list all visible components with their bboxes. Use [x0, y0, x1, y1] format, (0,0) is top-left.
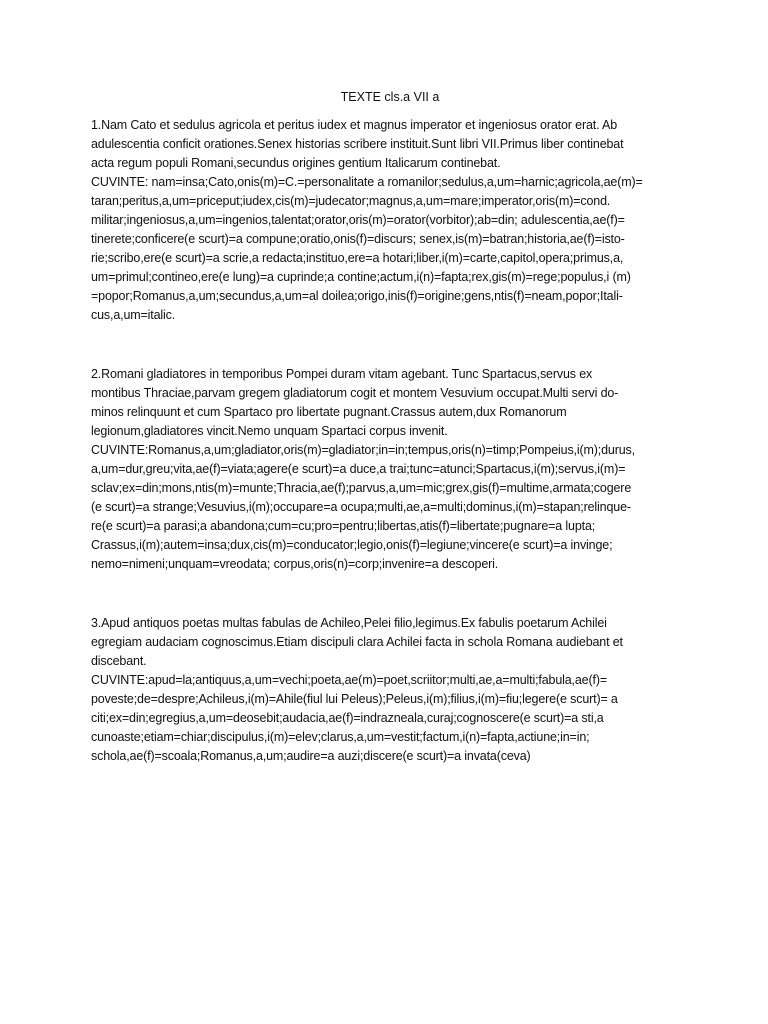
- section-1: [91, 116, 683, 325]
- text-line: montibus Thraciae,parvam gregem gladiatorum cogit et montem Vesuvium occupat.Multi servi do-: [91, 386, 619, 400]
- text-line: 1.Nam Cato et sedulus agricola et peritus iudex et magnus imperator et ingeniosus orator erat. Ab: [91, 118, 618, 132]
- text-line: 2.Romani gladiatores in temporibus Pompei duram vitam agebant. Tunc Spartacus,servus ex: [91, 367, 593, 381]
- text-line: acta regum populi Romani,secundus origines gentium Italicarum continebat.: [91, 156, 501, 170]
- vocab-line: cus,a,um=italic.: [91, 308, 176, 322]
- vocab-line: CUVINTE: nam=insa;Cato,onis(m)=C.=personalitate a romanilor;sedulus,a,um=harnic;agricola,ae(m)=: [91, 175, 643, 189]
- vocab-line: re(e scurt)=a parasi;a abandona;cum=cu;pro=pentru;libertas,atis(f)=libertate;pugnare=a lupta;: [91, 519, 596, 533]
- text-line: 3.Apud antiquos poetas multas fabulas de Achileo,Pelei filio,legimus.Ex fabulis poetarum Achilei: [91, 616, 607, 630]
- vocab-line: a,um=dur,greu;vita,ae(f)=viata;agere(e scurt)=a duce,a trai;tunc=atunci;Spartacus,i(m);servus,i(m)=: [91, 462, 626, 476]
- text-line: minos relinquunt et cum Spartaco pro libertate pugnant.Crassus autem,dux Romanorum: [91, 405, 567, 419]
- text-line: discebant.: [91, 654, 147, 668]
- document-title: TEXTE cls.a VII a: [340, 90, 440, 104]
- text-line: adulescentia conficit orationes.Senex historias scribere instituit.Sunt libri VII.Primus liber continebat: [91, 137, 624, 151]
- section-2: [91, 365, 683, 574]
- vocab-line: cunoaste;etiam=chiar;discipulus,i(m)=elev;clarus,a,um=vestit;factum,i(n)=fapta,actiune;in=in;: [91, 730, 590, 744]
- vocab-line: CUVINTE:apud=la;antiquus,a,um=vechi;poeta,ae(m)=poet,scriitor;multi,ae,a=multi;fabula,ae(f)=: [91, 673, 607, 687]
- vocab-line: rie;scribo,ere(e scurt)=a scrie,a redacta;instituo,ere=a hotari;liber,i(m)=carte,capitol,opera;primus,a,: [91, 251, 624, 265]
- vocab-line: (e scurt)=a strange;Vesuvius,i(m);occupare=a ocupa;multi,ae,a=multi;dominus,i(m)=stapan;relinque-: [91, 500, 631, 514]
- vocab-line: schola,ae(f)=scoala;Romanus,a,um;audire=a auzi;discere(e scurt)=a invata(ceva): [91, 749, 531, 763]
- vocab-line: poveste;de=despre;Achileus,i(m)=Ahile(fiul lui Peleus);Peleus,i(m);filius,i(m)=fiu;legere(e scurt)= a: [91, 692, 618, 706]
- vocab-line: militar;ingeniosus,a,um=ingenios,talentat;orator,oris(m)=orator(vorbitor);ab=din; adulescentia,ae(f)=: [91, 213, 625, 227]
- vocab-line: tinerete;conficere(e scurt)=a compune;oratio,onis(f)=discurs; senex,is(m)=batran;historia,ae(f)=isto-: [91, 232, 625, 246]
- vocab-line: sclav;ex=din;mons,ntis(m)=munte;Thracia,ae(f);parvus,a,um=mic;grex,gis(f)=multime,armata;cogere: [91, 481, 632, 495]
- section-3: [91, 614, 683, 766]
- vocab-line: taran;peritus,a,um=priceput;iudex,cis(m)=judecator;magnus,a,um=mare;imperator,oris(m)=cond.: [91, 194, 611, 208]
- text-line: egregiam audaciam cognoscimus.Etiam discipuli clara Achilei facta in schola Romana audiebant et: [91, 635, 623, 649]
- text-line: legionum,gladiatores vincit.Nemo unquam Spartaci corpus invenit.: [91, 424, 448, 438]
- vocab-line: Crassus,i(m);autem=insa;dux,cis(m)=conducator;legio,onis(f)=legiune;vincere(e scurt)=a invinge;: [91, 538, 613, 552]
- vocab-line: citi;ex=din;egregius,a,um=deosebit;audacia,ae(f)=indrazneala,curaj;cognoscere(e scurt)=a sti,a: [91, 711, 604, 725]
- vocab-line: nemo=nimeni;unquam=vreodata; corpus,oris(n)=corp;invenire=a descoperi.: [91, 557, 499, 571]
- vocab-line: CUVINTE:Romanus,a,um;gladiator,oris(m)=gladiator;in=in;tempus,oris(n)=timp;Pompeius,i(m);durus,: [91, 443, 635, 457]
- vocab-line: um=primul;contineo,ere(e lung)=a cuprinde;a contine;actum,i(n)=fapta;rex,gis(m)=rege;populus,i (m): [91, 270, 631, 284]
- vocab-line: =popor;Romanus,a,um;secundus,a,um=al doilea;origo,inis(f)=origine;gens,ntis(f)=neam,popor;Itali-: [91, 289, 623, 303]
